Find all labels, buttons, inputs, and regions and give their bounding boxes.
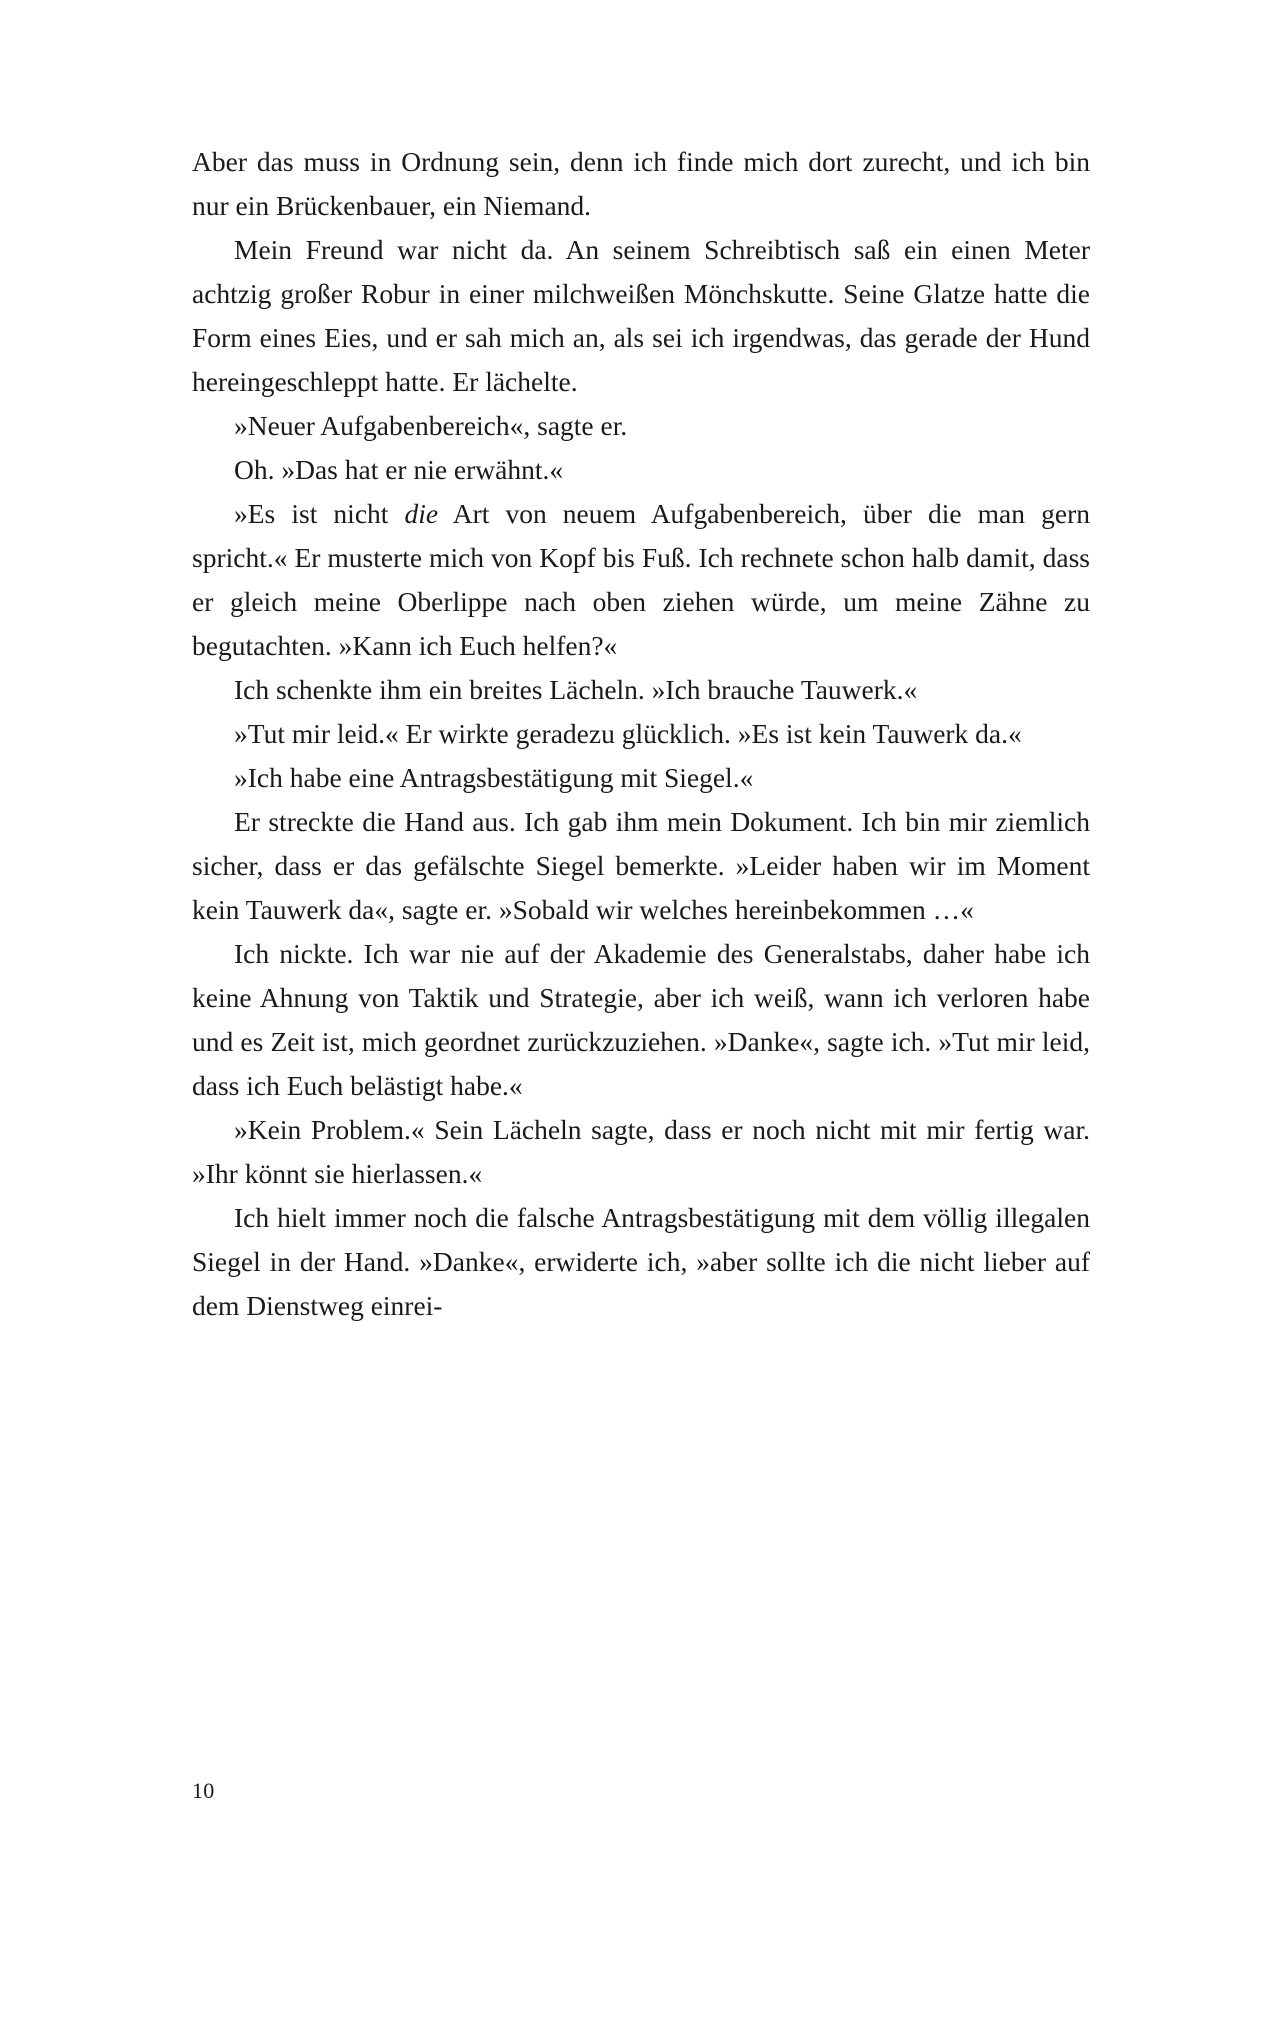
paragraph: Ich hielt immer noch die falsche Antragsbestätigung mit dem völlig illegalen Siegel in der Hand. »Danke«, erwiderte ich, »aber sollte ich die nicht lieber auf dem Dienstweg einrei- [192,1202,1090,1321]
body-text-column [192,140,1090,1328]
emphasis-text: die [404,498,439,529]
paragraph: Oh. »Das hat er nie erwähnt.« [234,454,564,485]
paragraph: Aber das muss in Ordnung sein, denn ich finde mich dort zurecht, und ich bin nur ein Brückenbauer, ein Niemand. [192,146,1090,221]
paragraph: Er streckte die Hand aus. Ich gab ihm mein Dokument. Ich bin mir ziemlich sicher, dass er das gefälschte Siegel bemerkte. »Leider haben wir im Moment kein Tauwerk da«, sagte er. »Sobald wir welches hereinbekommen …« [192,806,1090,925]
paragraph: »Es ist nicht die Art von neuem Aufgabenbereich, über die man gern spricht.« Er musterte mich von Kopf bis Fuß. Ich rechnete schon halb damit, dass er gleich meine Oberlippe nach oben ziehen würde, um meine Zähne zu begutachten. »Kann ich Euch helfen?« [192,498,1090,661]
paragraph: »Kein Problem.« Sein Lächeln sagte, dass er noch nicht mit mir fertig war. »Ihr könnt sie hierlassen.« [192,1114,1090,1189]
paragraph: »Neuer Aufgabenbereich«, sagte er. [234,410,628,441]
paragraph: »Tut mir leid.« Er wirkte geradezu glücklich. »Es ist kein Tauwerk da.« [234,718,1022,749]
paragraph: Mein Freund war nicht da. An seinem Schreibtisch saß ein einen Meter achtzig großer Robur in einer milchweißen Mönchskutte. Seine Glatze hatte die Form eines Eies, und er sah mich an, als sei ich irgendwas, das gerade der Hund hereingeschleppt hatte. Er lächelte. [192,234,1090,397]
paragraph: Ich nickte. Ich war nie auf der Akademie des Generalstabs, daher habe ich keine Ahnung von Taktik und Strategie, aber ich weiß, wann ich verloren habe und es Zeit ist, mich geordnet zurückzuziehen. »Danke«, sagte ich. »Tut mir leid, dass ich Euch belästigt habe.« [192,938,1090,1101]
paragraph: Ich schenkte ihm ein breites Lächeln. »Ich brauche Tauwerk.« [234,674,918,705]
page-number: 10 [192,1778,215,1803]
paragraph: »Ich habe eine Antragsbestätigung mit Siegel.« [234,762,754,793]
